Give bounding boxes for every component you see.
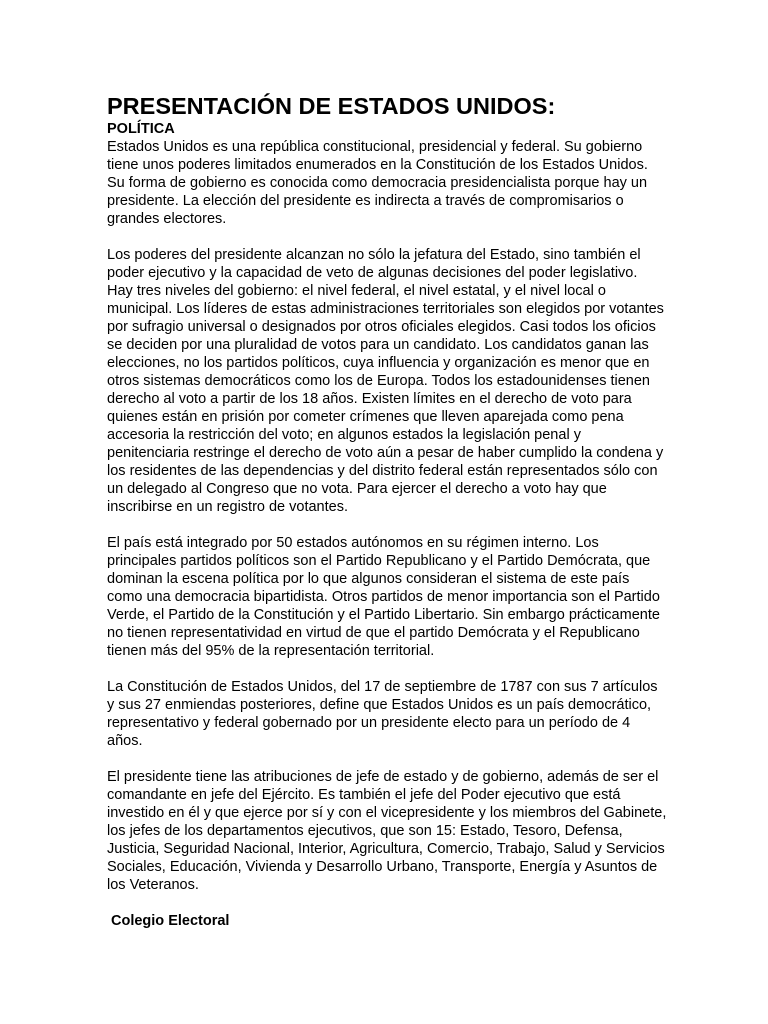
paragraph: Los poderes del presidente alcanzan no sólo la jefatura del Estado, sino también el poder ejecutivo y la capacidad de veto de algunas decisiones del poder legislativo. Hay tres niveles del gobierno: el nivel federal, el nivel estatal, y el nivel local o municipal. Los líderes de estas administraciones territoriales son elegidos por votantes por sufragio universal o designados por otros oficiales elegidos. Casi todos los oficios se deciden por una pluralidad de votos para un candidato. Los candidatos ganan las elecciones, no los partidos políticos, cuya influencia y organización es menor que en otros sistemas democráticos como los de Europa. Todos los estadounidenses tienen derecho al voto a partir de los 18 años. Existen límites en el derecho de voto para quienes están en prisión por cometer crímenes que lleven aparejada como pena accesoria la restricción del voto; en algunos estados la legislación penal y penitenciaria restringe el derecho de voto aún a pesar de haber cumplido la condena y los residentes de las dependencias y del distrito federal están representados sólo con un delegado al Congreso que no vota. Para ejercer el derecho a voto hay que inscribirse en un registro de votantes.: [107, 247, 664, 515]
document-page: [107, 92, 667, 930]
paragraph: El país está integrado por 50 estados autónomos en su régimen interno. Los principales partidos políticos son el Partido Republicano y el Partido Demócrata, que dominan la escena política por lo que algunos consideran el sistema de este país como una democracia bipartidista. Otros partidos de menor importancia son el Partido Verde, el Partido de la Constitución y el Partido Libertario. Sin embargo prácticamente no tienen representatividad en virtud de que el partido Demócrata y el Republicano tienen más del 95% de la representación territorial.: [107, 535, 660, 659]
paragraph: Estados Unidos es una república constitucional, presidencial y federal. Su gobierno tiene unos poderes limitados enumerados en la Constitución de los Estados Unidos. Su forma de gobierno es conocida como democracia presidencialista porque hay un presidente. La elección del presidente es indirecta a través de compromisarios o grandes electores.: [107, 139, 648, 227]
subsection-heading: Colegio Electoral: [111, 913, 230, 929]
paragraph: El presidente tiene las atribuciones de jefe de estado y de gobierno, además de ser el comandante en jefe del Ejército. Es también el jefe del Poder ejecutivo que está investido en él y que ejerce por sí y con el vicepresidente y los miembros del Gabinete, los jefes de los departamentos ejecutivos, que son 15: Estado, Tesoro, Defensa, Justicia, Seguridad Nacional, Interior, Agricultura, Comercio, Trabajo, Salud y Servicios Sociales, Educación, Vivienda y Desarrollo Urbano, Transporte, Energía y Asuntos de los Veteranos.: [107, 769, 667, 893]
section-heading: POLÍTICA: [107, 121, 175, 137]
paragraph: La Constitución de Estados Unidos, del 17 de septiembre de 1787 con sus 7 artículos y sus 27 enmiendas posteriores, define que Estados Unidos es un país democrático, representativo y federal gobernado por un presidente electo para un período de 4 años.: [107, 679, 658, 749]
document-title: PRESENTACIÓN DE ESTADOS UNIDOS:: [107, 93, 556, 119]
